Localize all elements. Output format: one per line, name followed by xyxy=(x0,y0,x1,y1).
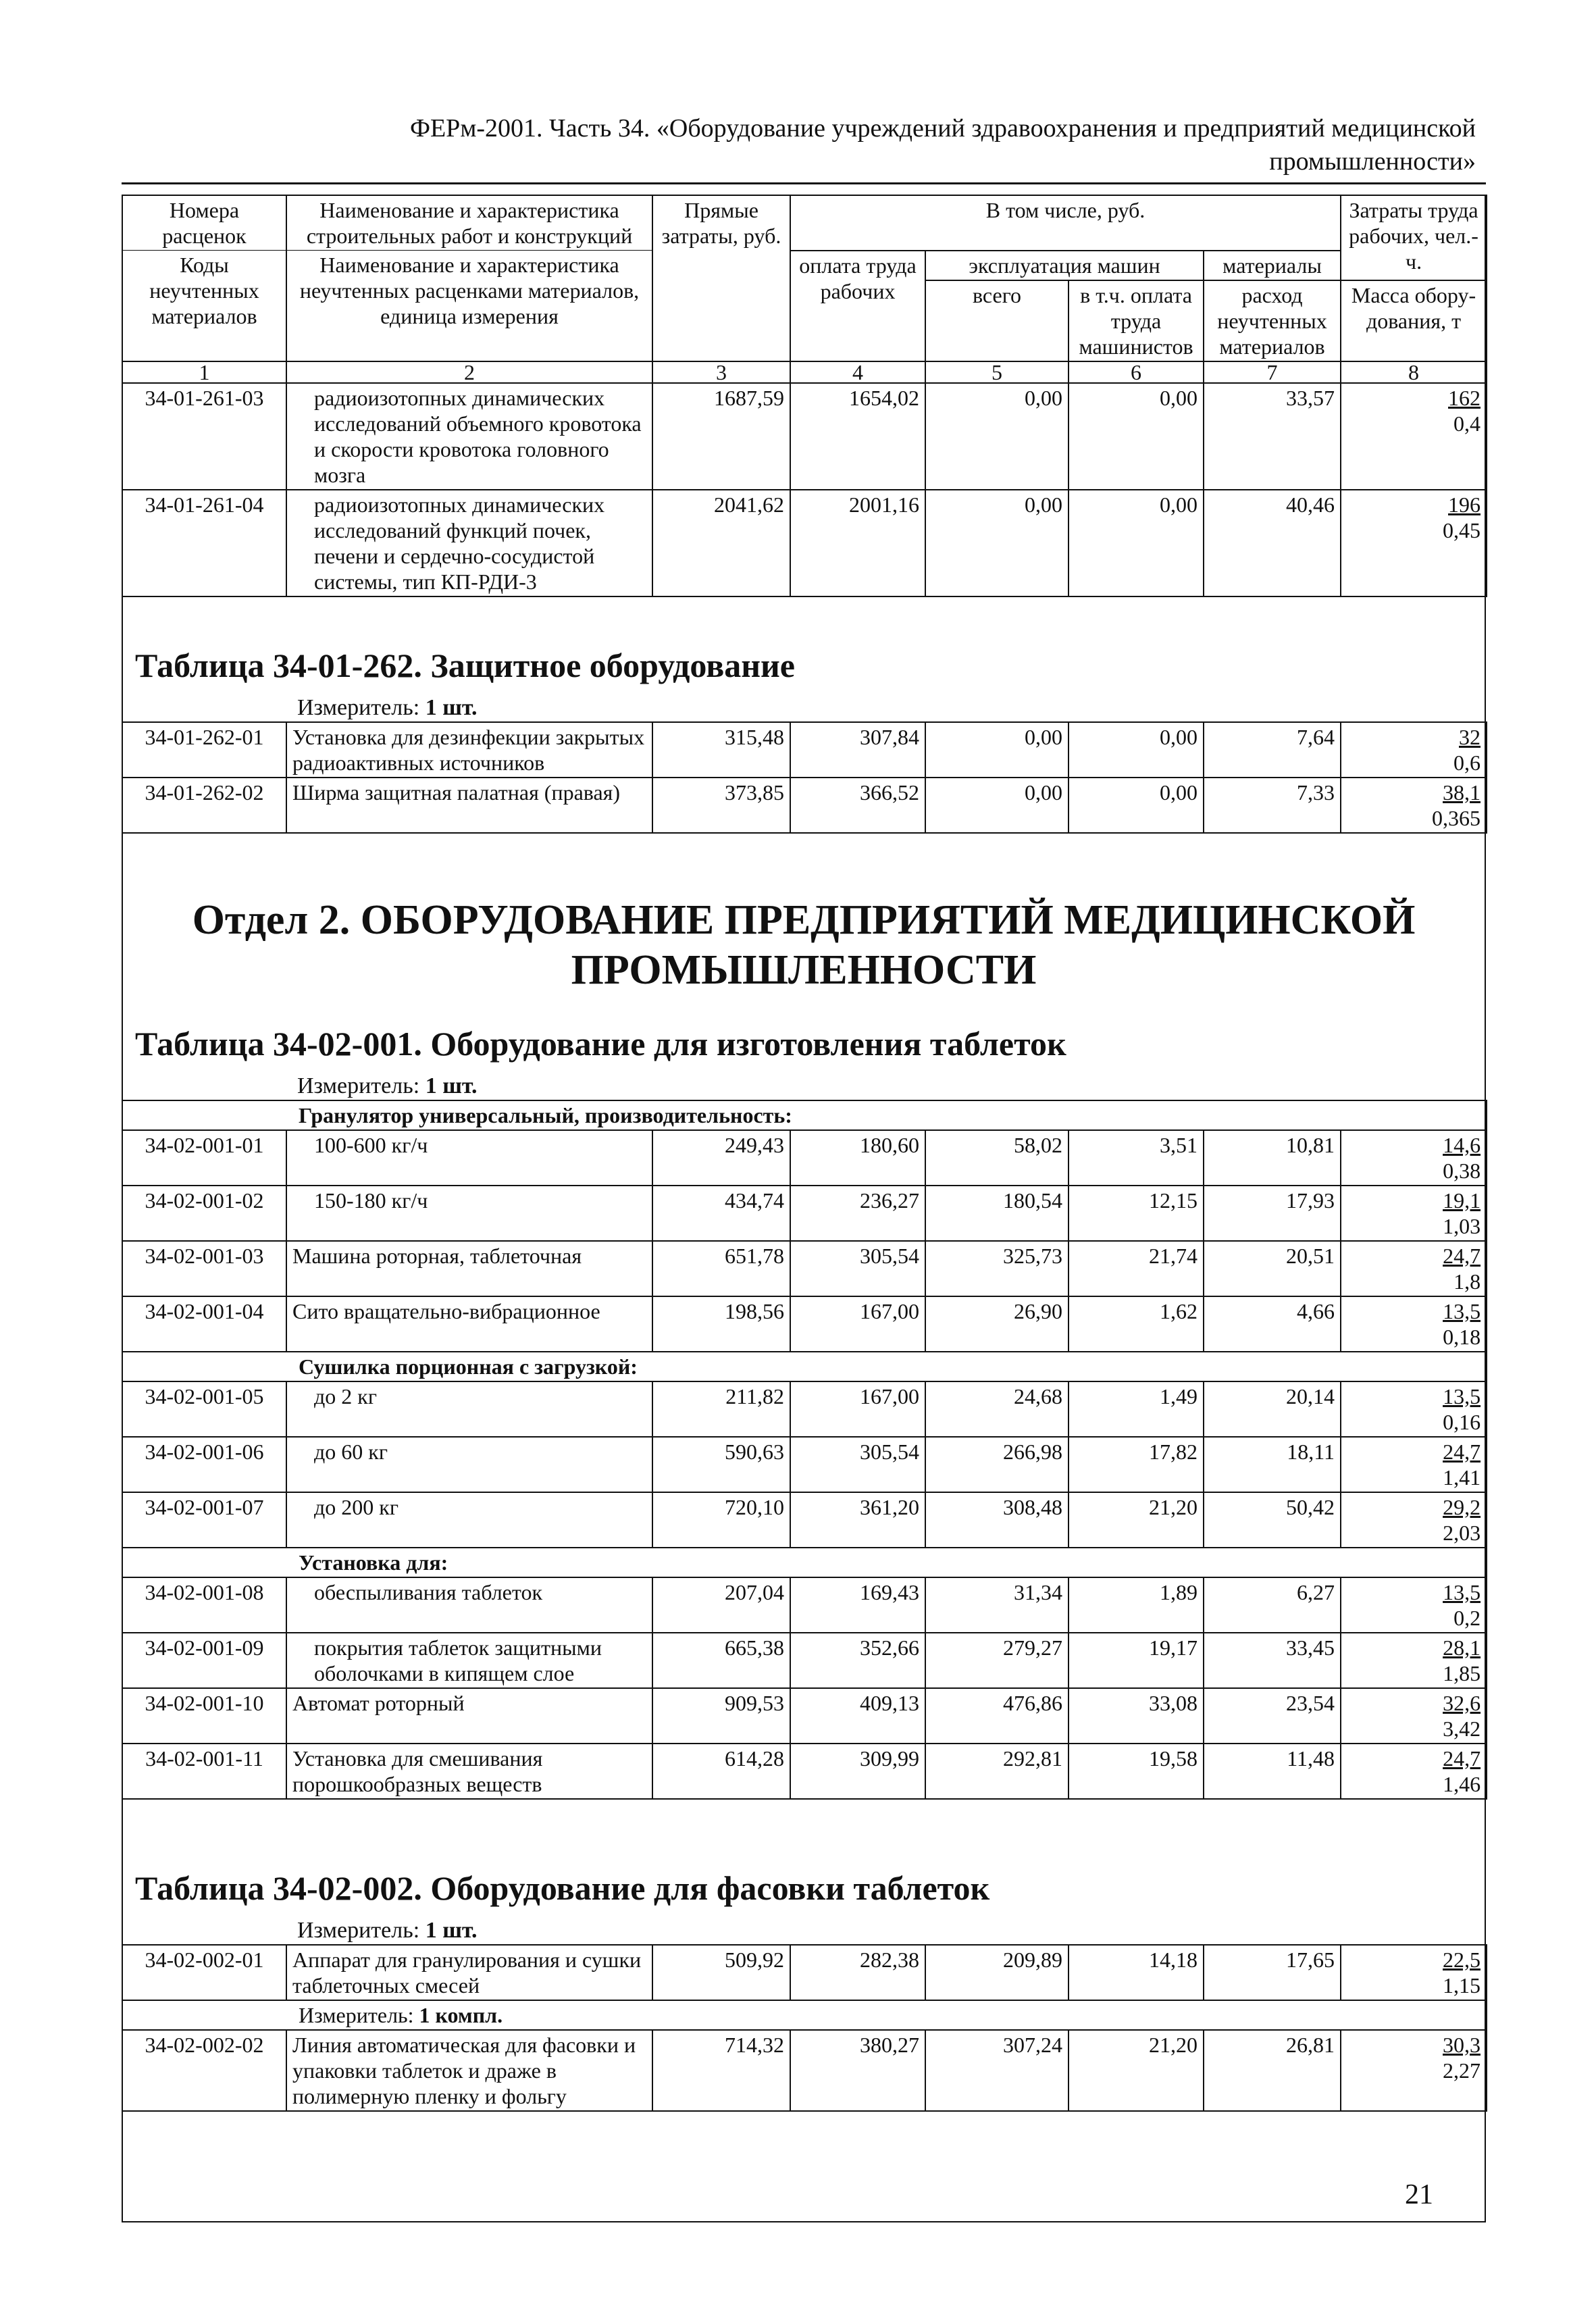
row-machinists: 1,49 xyxy=(1069,1381,1204,1437)
col-materials-header: расход неучтенных материалов xyxy=(1204,280,1341,361)
row-code: 34-01-261-04 xyxy=(122,490,286,596)
row-code: 34-02-001-06 xyxy=(122,1437,286,1492)
row-direct: 714,32 xyxy=(652,2030,790,2111)
row-machinists: 1,62 xyxy=(1069,1296,1204,1352)
row-direct: 315,48 xyxy=(652,722,790,778)
row-labor-cost: 167,00 xyxy=(790,1381,925,1437)
col-mass-header: Масса обору-дования, т xyxy=(1341,280,1487,361)
table-002 xyxy=(122,1944,1487,2112)
col-name-header-2: Наименование и характеристика неучтенных расценками материалов, единица измерения xyxy=(286,251,652,361)
row-machines-total: 0,00 xyxy=(925,490,1069,596)
labor-hours: 19,1 xyxy=(1443,1188,1481,1213)
col-labor-hours-header: Затраты труда рабочих, чел.-ч. xyxy=(1341,195,1487,280)
row-name: до 60 кг xyxy=(286,1437,652,1492)
row-code: 34-02-001-10 xyxy=(122,1688,286,1744)
table-row xyxy=(122,2030,1487,2111)
table-002-title: Таблица 34-02-002. Оборудование для фасовки таблеток xyxy=(135,1869,990,1907)
row-labor-cost: 380,27 xyxy=(790,2030,925,2111)
row-direct: 1687,59 xyxy=(652,383,790,490)
row-labor-mass xyxy=(1341,1577,1487,1633)
row-name: Установка для смешивания порошкообразных веществ xyxy=(286,1744,652,1799)
row-name: Установка для дезинфекции закрытых радиоактивных источников xyxy=(286,722,652,778)
table-001-meter: Измеритель: 1 шт. xyxy=(297,1073,478,1098)
row-materials: 20,14 xyxy=(1204,1381,1341,1437)
row-labor-mass xyxy=(1341,1688,1487,1744)
row-labor-cost: 282,38 xyxy=(790,1945,925,2000)
group-row xyxy=(122,1548,1487,1577)
col-num: 7 xyxy=(1204,361,1341,383)
table-row xyxy=(122,1186,1487,1241)
row-code: 34-02-001-05 xyxy=(122,1381,286,1437)
row-name: радиоизотопных динамических исследований функций почек, печени и сердечно-сосудистой системы, тип КП-РДИ-3 xyxy=(286,490,652,596)
table-row xyxy=(122,1577,1487,1633)
col-num: 6 xyxy=(1069,361,1204,383)
column-header-table xyxy=(122,195,1487,597)
mass: 1,15 xyxy=(1443,1973,1481,1998)
mass: 2,03 xyxy=(1443,1521,1481,1545)
table-row xyxy=(122,1296,1487,1352)
table-row xyxy=(122,1437,1487,1492)
row-code: 34-02-001-08 xyxy=(122,1577,286,1633)
col-num: 3 xyxy=(652,361,790,383)
row-machines-total: 58,02 xyxy=(925,1130,1069,1186)
row-materials: 33,45 xyxy=(1204,1633,1341,1688)
row-materials: 4,66 xyxy=(1204,1296,1341,1352)
table-row xyxy=(122,1945,1487,2000)
table-262-meter: Измеритель: 1 шт. xyxy=(297,695,478,720)
labor-hours: 24,7 xyxy=(1443,1440,1481,1464)
col-num: 4 xyxy=(790,361,925,383)
col-num: 2 xyxy=(286,361,652,383)
header-line-2: промышленности» xyxy=(1269,147,1476,176)
row-materials: 10,81 xyxy=(1204,1130,1341,1186)
row-labor-mass xyxy=(1341,1945,1487,2000)
row-name: обеспыливания таблеток xyxy=(286,1577,652,1633)
row-materials: 6,27 xyxy=(1204,1577,1341,1633)
table-row xyxy=(122,490,1487,596)
row-direct: 207,04 xyxy=(652,1577,790,1633)
table-262 xyxy=(122,721,1487,834)
labor-hours: 30,3 xyxy=(1443,2033,1481,2057)
labor-hours: 32 xyxy=(1459,725,1481,749)
table-row xyxy=(122,1130,1487,1186)
row-labor-mass xyxy=(1341,490,1487,596)
row-direct: 665,38 xyxy=(652,1633,790,1688)
mass: 0,45 xyxy=(1443,517,1481,542)
col-code-header: Номера расценок xyxy=(122,195,286,251)
row-direct: 614,28 xyxy=(652,1744,790,1799)
row-machines-total: 0,00 xyxy=(925,722,1069,778)
row-code: 34-01-262-01 xyxy=(122,722,286,778)
row-labor-mass xyxy=(1341,778,1487,833)
row-machinists: 1,89 xyxy=(1069,1577,1204,1633)
labor-hours: 29,2 xyxy=(1443,1495,1481,1519)
col-labor-cost-header: оплата труда рабочих xyxy=(790,251,925,361)
row-materials: 7,33 xyxy=(1204,778,1341,833)
row-labor-mass xyxy=(1341,1437,1487,1492)
labor-hours: 24,7 xyxy=(1443,1244,1481,1268)
row-direct: 509,92 xyxy=(652,1945,790,2000)
row-machinists: 17,82 xyxy=(1069,1437,1204,1492)
row-code: 34-02-001-04 xyxy=(122,1296,286,1352)
row-labor-mass xyxy=(1341,1241,1487,1296)
row-materials: 17,65 xyxy=(1204,1945,1341,2000)
group-label: Установка для: xyxy=(122,1548,1487,1577)
row-machines-total: 0,00 xyxy=(925,383,1069,490)
col-machines-header: эксплуатация машин xyxy=(925,251,1204,280)
table-262-title: Таблица 34-01-262. Защитное оборудование xyxy=(135,646,796,684)
mass: 0,18 xyxy=(1443,1325,1481,1349)
row-name: Автомат роторный xyxy=(286,1688,652,1744)
row-code: 34-02-001-03 xyxy=(122,1241,286,1296)
header-line-1: ФЕРм-2001. Часть 34. «Оборудование учреждений здравоохранения и предприятий медицинской xyxy=(409,114,1476,143)
row-labor-cost: 409,13 xyxy=(790,1688,925,1744)
labor-hours: 22,5 xyxy=(1443,1948,1481,1972)
row-code: 34-02-002-02 xyxy=(122,2030,286,2111)
row-materials: 17,93 xyxy=(1204,1186,1341,1241)
row-name: Ширма защитная палатная (правая) xyxy=(286,778,652,833)
row-machines-total: 31,34 xyxy=(925,1577,1069,1633)
row-labor-cost: 366,52 xyxy=(790,778,925,833)
row-labor-mass xyxy=(1341,2030,1487,2111)
row-code: 34-02-001-11 xyxy=(122,1744,286,1799)
table-row xyxy=(122,1633,1487,1688)
table-row xyxy=(122,383,1487,490)
row-code: 34-01-262-02 xyxy=(122,778,286,833)
mass: 0,4 xyxy=(1453,411,1481,436)
group-label: Сушилка порционная с загрузкой: xyxy=(122,1352,1487,1381)
row-labor-cost: 305,54 xyxy=(790,1437,925,1492)
col-num: 8 xyxy=(1341,361,1487,383)
row-name: покрытия таблеток защитными оболочками в кипящем слое xyxy=(286,1633,652,1688)
row-name: Машина роторная, таблеточная xyxy=(286,1241,652,1296)
row-machines-total: 209,89 xyxy=(925,1945,1069,2000)
row-machinists: 19,58 xyxy=(1069,1744,1204,1799)
row-direct: 198,56 xyxy=(652,1296,790,1352)
mass: 1,46 xyxy=(1443,1772,1481,1796)
row-direct: 651,78 xyxy=(652,1241,790,1296)
labor-hours: 13,5 xyxy=(1443,1580,1481,1604)
table-001 xyxy=(122,1100,1487,1800)
row-machines-total: 26,90 xyxy=(925,1296,1069,1352)
row-labor-cost: 307,84 xyxy=(790,722,925,778)
labor-hours: 28,1 xyxy=(1443,1635,1481,1660)
mass: 3,42 xyxy=(1443,1717,1481,1741)
col-machines-total-header: всего xyxy=(925,280,1069,361)
row-machinists: 3,51 xyxy=(1069,1130,1204,1186)
col-materials-group-header: материалы xyxy=(1204,251,1341,280)
table-row xyxy=(122,1381,1487,1437)
row-labor-mass xyxy=(1341,1186,1487,1241)
row-code: 34-02-001-01 xyxy=(122,1130,286,1186)
row-name: 100-600 кг/ч xyxy=(286,1130,652,1186)
row-materials: 11,48 xyxy=(1204,1744,1341,1799)
row-machinists: 0,00 xyxy=(1069,490,1204,596)
row-direct: 211,82 xyxy=(652,1381,790,1437)
table-row xyxy=(122,778,1487,833)
table-row xyxy=(122,722,1487,778)
labor-hours: 13,5 xyxy=(1443,1384,1481,1408)
row-machinists: 14,18 xyxy=(1069,1945,1204,2000)
row-machinists: 19,17 xyxy=(1069,1633,1204,1688)
row-labor-mass xyxy=(1341,722,1487,778)
row-machinists: 0,00 xyxy=(1069,778,1204,833)
section-title xyxy=(122,895,1486,995)
row-machines-total: 180,54 xyxy=(925,1186,1069,1241)
table-row xyxy=(122,1744,1487,1799)
meter-row-label: Измеритель: 1 компл. xyxy=(122,2000,1487,2030)
col-including-header: В том числе, руб. xyxy=(790,195,1341,251)
row-direct: 590,63 xyxy=(652,1437,790,1492)
table-001-title: Таблица 34-02-001. Оборудование для изготовления таблеток xyxy=(135,1025,1066,1063)
row-machinists: 0,00 xyxy=(1069,383,1204,490)
row-materials: 20,51 xyxy=(1204,1241,1341,1296)
row-machines-total: 325,73 xyxy=(925,1241,1069,1296)
row-machinists: 21,20 xyxy=(1069,1492,1204,1548)
row-machines-total: 266,98 xyxy=(925,1437,1069,1492)
labor-hours: 13,5 xyxy=(1443,1299,1481,1323)
mass: 0,365 xyxy=(1432,806,1481,830)
running-header xyxy=(311,112,1476,178)
row-direct: 373,85 xyxy=(652,778,790,833)
mass: 0,38 xyxy=(1443,1159,1481,1183)
row-machinists: 33,08 xyxy=(1069,1688,1204,1744)
row-labor-cost: 305,54 xyxy=(790,1241,925,1296)
mass: 1,8 xyxy=(1453,1269,1481,1294)
row-direct: 249,43 xyxy=(652,1130,790,1186)
table-002-meter: Измеритель: 1 шт. xyxy=(297,1918,478,1943)
group-row xyxy=(122,1100,1487,1130)
row-labor-mass xyxy=(1341,1296,1487,1352)
row-code: 34-02-001-09 xyxy=(122,1633,286,1688)
header-rule xyxy=(122,182,1486,184)
meter-row xyxy=(122,2000,1487,2030)
row-materials: 7,64 xyxy=(1204,722,1341,778)
row-direct: 434,74 xyxy=(652,1186,790,1241)
row-name: радиоизотопных динамических исследований объемного кровотока и скорости кровотока головного мозга xyxy=(286,383,652,490)
row-labor-cost: 167,00 xyxy=(790,1296,925,1352)
table-row xyxy=(122,1492,1487,1548)
row-name: до 200 кг xyxy=(286,1492,652,1548)
labor-hours: 196 xyxy=(1448,492,1481,517)
table-row xyxy=(122,1241,1487,1296)
row-machinists: 21,20 xyxy=(1069,2030,1204,2111)
row-name: Аппарат для гранулирования и сушки таблеточных смесей xyxy=(286,1945,652,2000)
row-direct: 2041,62 xyxy=(652,490,790,596)
row-materials: 50,42 xyxy=(1204,1492,1341,1548)
row-labor-cost: 352,66 xyxy=(790,1633,925,1688)
row-machines-total: 292,81 xyxy=(925,1744,1069,1799)
mass: 1,85 xyxy=(1443,1661,1481,1685)
group-label: Гранулятор универсальный, производительность: xyxy=(122,1100,1487,1130)
row-machines-total: 307,24 xyxy=(925,2030,1069,2111)
row-labor-cost: 2001,16 xyxy=(790,490,925,596)
col-name-header: Наименование и характеристика строительных работ и конструкций xyxy=(286,195,652,251)
labor-hours: 38,1 xyxy=(1443,780,1481,805)
mass: 0,6 xyxy=(1453,751,1481,775)
row-machines-total: 279,27 xyxy=(925,1633,1069,1688)
row-materials: 40,46 xyxy=(1204,490,1341,596)
row-labor-cost: 169,43 xyxy=(790,1577,925,1633)
row-materials: 33,57 xyxy=(1204,383,1341,490)
col-num: 1 xyxy=(122,361,286,383)
labor-hours: 14,6 xyxy=(1443,1133,1481,1157)
row-labor-mass xyxy=(1341,383,1487,490)
row-name: 150-180 кг/ч xyxy=(286,1186,652,1241)
row-labor-cost: 361,20 xyxy=(790,1492,925,1548)
mass: 0,2 xyxy=(1453,1606,1481,1630)
mass: 1,03 xyxy=(1443,1214,1481,1238)
row-labor-mass xyxy=(1341,1130,1487,1186)
row-direct: 720,10 xyxy=(652,1492,790,1548)
row-labor-cost: 1654,02 xyxy=(790,383,925,490)
row-code: 34-02-002-01 xyxy=(122,1945,286,2000)
table-row xyxy=(122,1688,1487,1744)
row-code: 34-02-001-02 xyxy=(122,1186,286,1241)
row-labor-mass xyxy=(1341,1381,1487,1437)
row-machines-total: 308,48 xyxy=(925,1492,1069,1548)
row-machinists: 12,15 xyxy=(1069,1186,1204,1241)
row-code: 34-02-001-07 xyxy=(122,1492,286,1548)
mass: 1,41 xyxy=(1443,1465,1481,1490)
row-name: Линия автоматическая для фасовки и упаковки таблеток и драже в полимерную пленку и фольгу xyxy=(286,2030,652,2111)
row-labor-cost: 309,99 xyxy=(790,1744,925,1799)
mass: 2,27 xyxy=(1443,2058,1481,2083)
row-name: до 2 кг xyxy=(286,1381,652,1437)
labor-hours: 24,7 xyxy=(1443,1746,1481,1771)
group-row xyxy=(122,1352,1487,1381)
row-labor-mass xyxy=(1341,1633,1487,1688)
row-materials: 26,81 xyxy=(1204,2030,1341,2111)
labor-hours: 32,6 xyxy=(1443,1691,1481,1715)
row-machines-total: 24,68 xyxy=(925,1381,1069,1437)
col-code-header-2: Коды неучтенных материалов xyxy=(122,251,286,361)
row-labor-mass xyxy=(1341,1492,1487,1548)
row-machines-total: 476,86 xyxy=(925,1688,1069,1744)
page-number: 21 xyxy=(1405,2179,1433,2210)
row-machinists: 0,00 xyxy=(1069,722,1204,778)
row-materials: 18,11 xyxy=(1204,1437,1341,1492)
row-labor-cost: 236,27 xyxy=(790,1186,925,1241)
col-machinists-header: в т.ч. оплата труда машинистов xyxy=(1069,280,1204,361)
labor-hours: 162 xyxy=(1448,385,1481,410)
row-code: 34-01-261-03 xyxy=(122,383,286,490)
mass: 0,16 xyxy=(1443,1410,1481,1434)
row-labor-cost: 180,60 xyxy=(790,1130,925,1186)
col-num: 5 xyxy=(925,361,1069,383)
section-title-line-1: Отдел 2. ОБОРУДОВАНИЕ ПРЕДПРИЯТИЙ МЕДИЦИНСКОЙ xyxy=(192,897,1416,943)
row-name: Сито вращательно-вибрационное xyxy=(286,1296,652,1352)
col-direct-header: Прямые затраты, руб. xyxy=(652,195,790,361)
row-materials: 23,54 xyxy=(1204,1688,1341,1744)
row-machines-total: 0,00 xyxy=(925,778,1069,833)
row-labor-mass xyxy=(1341,1744,1487,1799)
row-machinists: 21,74 xyxy=(1069,1241,1204,1296)
section-title-line-2: ПРОМЫШЛЕННОСТИ xyxy=(571,947,1037,993)
row-direct: 909,53 xyxy=(652,1688,790,1744)
